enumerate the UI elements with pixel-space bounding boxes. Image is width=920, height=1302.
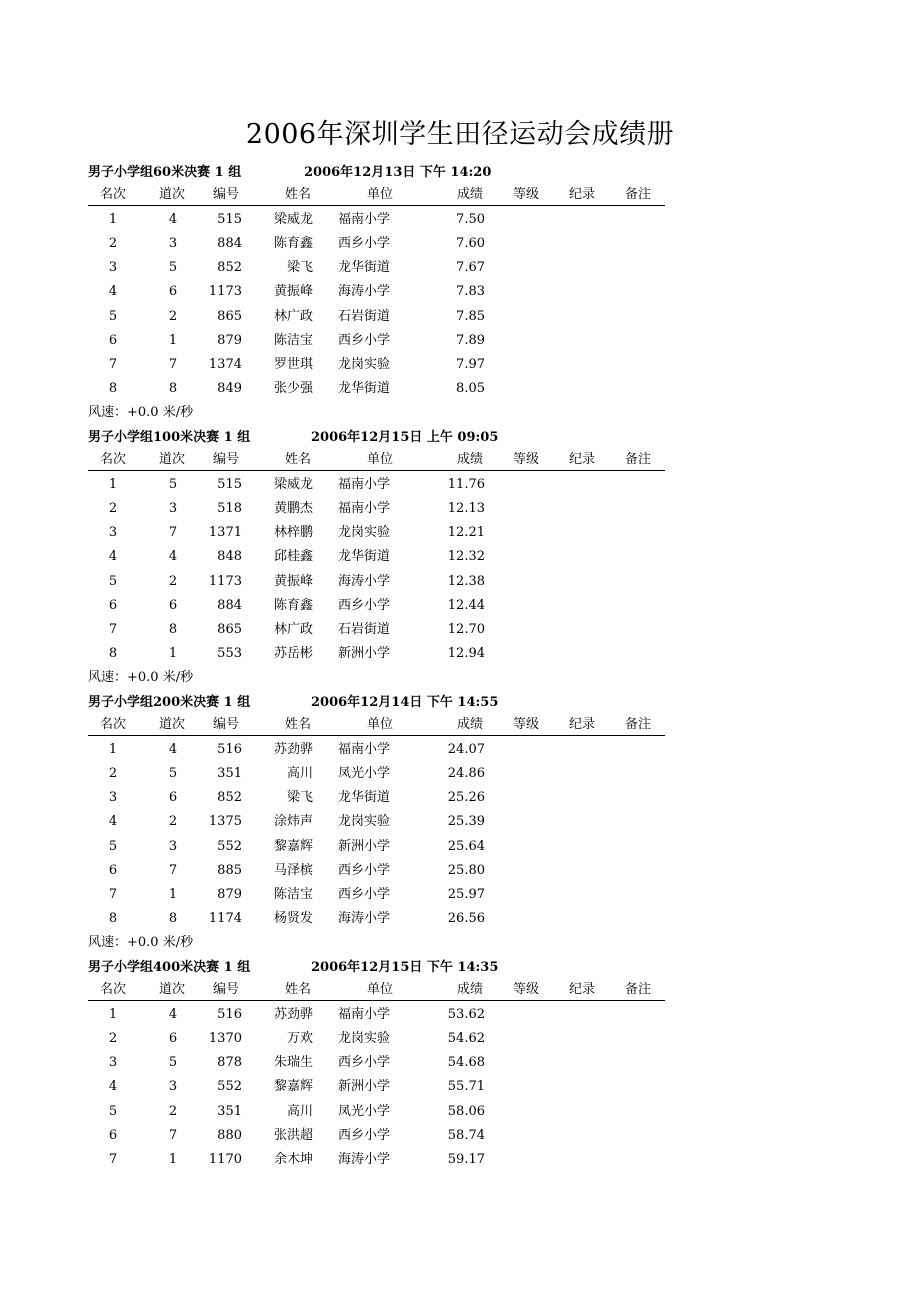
cell-rank: 3 — [108, 525, 118, 541]
column-header-unit: 单位 — [366, 717, 393, 732]
cell-rank: 2 — [108, 766, 118, 782]
cell-unit: 西乡小学 — [338, 236, 391, 252]
table-row — [88, 1150, 665, 1170]
cell-bib: 884 — [217, 236, 242, 252]
event-section — [88, 428, 688, 688]
cell-bib: 878 — [217, 1055, 242, 1071]
event-name: 男子小学组100米决赛 1 组 — [88, 430, 251, 445]
cell-lane: 5 — [168, 1055, 178, 1071]
cell-name: 张洪超 — [273, 1127, 313, 1143]
cell-bib: 879 — [217, 332, 242, 348]
cell-lane: 5 — [168, 477, 178, 492]
column-header-note: 备注 — [624, 717, 651, 732]
cell-bib: 1371 — [208, 525, 242, 541]
column-header-row — [88, 185, 665, 206]
cell-rank: 1 — [108, 742, 118, 757]
cell-rank: 7 — [108, 621, 118, 637]
table-row — [88, 764, 665, 784]
table-row — [88, 475, 665, 495]
column-header-rank: 名次 — [99, 187, 126, 202]
cell-rank: 5 — [108, 838, 118, 854]
cell-lane: 1 — [168, 886, 178, 902]
event-header — [88, 693, 499, 713]
cell-name: 黄鹏杰 — [273, 501, 313, 517]
cell-rank: 3 — [108, 260, 118, 276]
column-header-row — [88, 715, 665, 736]
table-row — [88, 1029, 665, 1049]
column-header-grade: 等级 — [512, 982, 539, 997]
cell-name: 苏劲骅 — [273, 742, 313, 757]
event-name: 男子小学组400米决赛 1 组 — [88, 960, 251, 975]
cell-bib: 865 — [217, 308, 242, 324]
cell-lane: 7 — [168, 1127, 178, 1143]
cell-bib: 849 — [217, 381, 242, 397]
cell-bib: 884 — [217, 597, 242, 613]
cell-result: 53.62 — [447, 1007, 485, 1022]
column-header-row — [88, 980, 665, 1001]
cell-bib: 852 — [217, 260, 242, 276]
column-header-note: 备注 — [624, 452, 651, 467]
cell-unit: 福南小学 — [338, 742, 391, 757]
column-header-result: 成绩 — [456, 982, 483, 997]
cell-name: 苏岳彬 — [273, 646, 313, 662]
cell-result: 26.56 — [447, 911, 485, 927]
cell-name: 余木坤 — [273, 1151, 313, 1167]
event-time: 2006年12月13日 下午 14:20 — [304, 165, 492, 180]
column-header-note: 备注 — [624, 982, 651, 997]
table-row — [88, 523, 665, 543]
cell-rank: 2 — [108, 1031, 118, 1047]
cell-lane: 2 — [168, 573, 178, 589]
cell-bib: 351 — [217, 766, 242, 782]
column-header-result: 成绩 — [456, 452, 483, 467]
cell-lane: 7 — [168, 356, 178, 372]
cell-unit: 龙华街道 — [338, 549, 391, 565]
wind-speed: 风速：+0.0 米/秒 — [88, 935, 194, 951]
table-row — [88, 499, 665, 519]
column-header-rank: 名次 — [99, 717, 126, 732]
column-header-bib: 编号 — [212, 452, 239, 467]
event-section — [88, 693, 688, 953]
event-time: 2006年12月14日 下午 14:55 — [311, 695, 499, 710]
cell-rank: 8 — [108, 911, 118, 927]
cell-name: 张少强 — [273, 381, 313, 397]
column-header-lane: 道次 — [158, 717, 185, 732]
cell-bib: 852 — [217, 790, 242, 806]
cell-bib: 553 — [217, 646, 242, 662]
cell-name: 梁威龙 — [273, 212, 313, 227]
cell-result: 8.05 — [456, 381, 485, 397]
cell-bib: 885 — [217, 862, 242, 878]
table-row — [88, 596, 665, 616]
cell-rank: 2 — [108, 501, 118, 517]
column-header-bib: 编号 — [212, 717, 239, 732]
cell-name: 邱桂鑫 — [273, 549, 313, 565]
cell-rank: 8 — [108, 646, 118, 662]
table-row — [88, 620, 665, 640]
cell-lane: 3 — [168, 236, 178, 252]
cell-name: 梁飞 — [286, 260, 313, 276]
column-header-name: 姓名 — [284, 982, 311, 997]
column-header-bib: 编号 — [212, 187, 239, 202]
cell-name: 陈洁宝 — [273, 886, 313, 902]
cell-unit: 龙岗实验 — [338, 1031, 391, 1047]
column-header-record: 纪录 — [568, 187, 595, 202]
table-row — [88, 282, 665, 302]
cell-name: 梁飞 — [286, 790, 313, 806]
cell-unit: 福南小学 — [338, 1007, 391, 1022]
cell-result: 7.50 — [456, 212, 485, 227]
cell-result: 24.86 — [447, 766, 485, 782]
cell-unit: 海涛小学 — [338, 284, 391, 300]
cell-result: 55.71 — [447, 1079, 485, 1095]
cell-lane: 2 — [168, 1103, 178, 1119]
cell-bib: 1173 — [208, 284, 242, 300]
cell-bib: 880 — [217, 1127, 242, 1143]
cell-name: 黄振峰 — [273, 573, 313, 589]
cell-rank: 7 — [108, 1151, 118, 1167]
cell-name: 罗世琪 — [273, 356, 313, 372]
cell-unit: 新洲小学 — [338, 646, 391, 662]
cell-name: 朱瑞生 — [273, 1055, 313, 1071]
column-header-result: 成绩 — [456, 717, 483, 732]
table-row — [88, 1126, 665, 1146]
cell-name: 黎嘉辉 — [273, 838, 313, 854]
column-header-name: 姓名 — [284, 187, 311, 202]
cell-result: 12.44 — [447, 597, 485, 613]
table-row — [88, 379, 665, 399]
cell-result: 7.89 — [456, 332, 485, 348]
cell-result: 12.38 — [447, 573, 485, 589]
cell-result: 25.80 — [447, 862, 485, 878]
cell-lane: 6 — [168, 597, 178, 613]
cell-unit: 龙岗实验 — [338, 814, 391, 830]
table-row — [88, 1077, 665, 1097]
cell-lane: 8 — [168, 911, 178, 927]
column-header-rank: 名次 — [99, 452, 126, 467]
cell-bib: 552 — [217, 838, 242, 854]
cell-unit: 石岩街道 — [338, 621, 391, 637]
cell-unit: 龙华街道 — [338, 381, 391, 397]
cell-lane: 1 — [168, 1151, 178, 1167]
cell-rank: 1 — [108, 1007, 118, 1022]
table-row — [88, 1102, 665, 1122]
cell-unit: 西乡小学 — [338, 886, 391, 902]
cell-name: 高川 — [286, 766, 313, 782]
cell-unit: 西乡小学 — [338, 597, 391, 613]
cell-lane: 7 — [168, 525, 178, 541]
cell-lane: 4 — [168, 742, 178, 757]
cell-unit: 新洲小学 — [338, 838, 391, 854]
cell-bib: 518 — [217, 501, 242, 517]
column-header-name: 姓名 — [284, 717, 311, 732]
cell-result: 59.17 — [447, 1151, 485, 1167]
cell-rank: 8 — [108, 381, 118, 397]
cell-lane: 1 — [168, 646, 178, 662]
cell-result: 12.21 — [447, 525, 485, 541]
cell-lane: 4 — [168, 1007, 178, 1022]
cell-lane: 6 — [168, 284, 178, 300]
cell-result: 7.97 — [456, 356, 485, 372]
cell-result: 54.62 — [447, 1031, 485, 1047]
cell-name: 陈洁宝 — [273, 332, 313, 348]
table-row — [88, 355, 665, 375]
cell-name: 高川 — [286, 1103, 313, 1119]
cell-result: 25.39 — [447, 814, 485, 830]
cell-rank: 5 — [108, 573, 118, 589]
event-name: 男子小学组60米决赛 1 组 — [88, 165, 242, 180]
column-header-unit: 单位 — [366, 187, 393, 202]
cell-result: 7.67 — [456, 260, 485, 276]
column-header-row — [88, 450, 665, 471]
cell-lane: 5 — [168, 260, 178, 276]
cell-lane: 3 — [168, 1079, 178, 1095]
column-header-record: 纪录 — [568, 452, 595, 467]
cell-name: 万欢 — [286, 1031, 313, 1047]
column-header-record: 纪录 — [568, 982, 595, 997]
column-header-name: 姓名 — [284, 452, 311, 467]
column-header-grade: 等级 — [512, 187, 539, 202]
column-header-note: 备注 — [624, 187, 651, 202]
cell-lane: 6 — [168, 1031, 178, 1047]
cell-result: 7.83 — [456, 284, 485, 300]
table-row — [88, 1005, 665, 1025]
cell-unit: 海涛小学 — [338, 573, 391, 589]
table-row — [88, 331, 665, 351]
cell-unit: 西乡小学 — [338, 332, 391, 348]
table-row — [88, 307, 665, 327]
cell-rank: 7 — [108, 356, 118, 372]
table-row — [88, 812, 665, 832]
cell-unit: 龙岗实验 — [338, 525, 391, 541]
cell-rank: 4 — [108, 284, 118, 300]
cell-result: 7.60 — [456, 236, 485, 252]
table-row — [88, 234, 665, 254]
cell-bib: 1375 — [208, 814, 242, 830]
cell-lane: 8 — [168, 381, 178, 397]
cell-bib: 1170 — [208, 1151, 242, 1167]
column-header-result: 成绩 — [456, 187, 483, 202]
cell-bib: 1374 — [208, 356, 242, 372]
cell-name: 梁威龙 — [273, 477, 313, 492]
cell-bib: 351 — [217, 1103, 242, 1119]
cell-unit: 海涛小学 — [338, 1151, 391, 1167]
cell-unit: 福南小学 — [338, 501, 391, 517]
cell-rank: 5 — [108, 308, 118, 324]
event-header — [88, 163, 492, 183]
cell-name: 杨贤发 — [273, 911, 313, 927]
column-header-rank: 名次 — [99, 982, 126, 997]
cell-result: 12.94 — [447, 646, 485, 662]
cell-bib: 848 — [217, 549, 242, 565]
column-header-lane: 道次 — [158, 982, 185, 997]
cell-bib: 516 — [217, 1007, 242, 1022]
cell-lane: 2 — [168, 308, 178, 324]
cell-name: 陈育鑫 — [273, 236, 313, 252]
column-header-bib: 编号 — [212, 982, 239, 997]
wind-speed: 风速：+0.0 米/秒 — [88, 405, 194, 421]
cell-bib: 1174 — [208, 911, 242, 927]
cell-unit: 龙华街道 — [338, 790, 391, 806]
cell-name: 苏劲骅 — [273, 1007, 313, 1022]
column-header-record: 纪录 — [568, 717, 595, 732]
cell-result: 58.74 — [447, 1127, 485, 1143]
event-section — [88, 163, 688, 423]
table-row — [88, 547, 665, 567]
event-header — [88, 958, 499, 978]
cell-unit: 新洲小学 — [338, 1079, 391, 1095]
table-row — [88, 861, 665, 881]
column-header-grade: 等级 — [512, 717, 539, 732]
table-row — [88, 837, 665, 857]
event-name: 男子小学组200米决赛 1 组 — [88, 695, 251, 710]
cell-rank: 6 — [108, 597, 118, 613]
cell-rank: 4 — [108, 549, 118, 565]
event-time: 2006年12月15日 下午 14:35 — [311, 960, 499, 975]
cell-lane: 4 — [168, 212, 178, 227]
column-header-unit: 单位 — [366, 452, 393, 467]
column-header-grade: 等级 — [512, 452, 539, 467]
cell-rank: 2 — [108, 236, 118, 252]
cell-unit: 龙华街道 — [338, 260, 391, 276]
cell-bib: 865 — [217, 621, 242, 637]
cell-rank: 6 — [108, 332, 118, 348]
cell-bib: 1370 — [208, 1031, 242, 1047]
cell-unit: 西乡小学 — [338, 1055, 391, 1071]
wind-speed: 风速：+0.0 米/秒 — [88, 670, 194, 686]
column-header-unit: 单位 — [366, 982, 393, 997]
cell-rank: 4 — [108, 814, 118, 830]
cell-lane: 7 — [168, 862, 178, 878]
cell-result: 12.13 — [447, 501, 485, 517]
table-row — [88, 644, 665, 664]
cell-result: 12.32 — [447, 549, 485, 565]
cell-rank: 5 — [108, 1103, 118, 1119]
table-row — [88, 885, 665, 905]
column-header-lane: 道次 — [158, 187, 185, 202]
cell-unit: 西乡小学 — [338, 1127, 391, 1143]
cell-bib: 552 — [217, 1079, 242, 1095]
cell-result: 7.85 — [456, 308, 485, 324]
cell-rank: 6 — [108, 1127, 118, 1143]
event-section — [88, 958, 688, 1218]
cell-bib: 515 — [217, 212, 242, 227]
cell-unit: 西乡小学 — [338, 862, 391, 878]
cell-lane: 3 — [168, 501, 178, 517]
cell-result: 58.06 — [447, 1103, 485, 1119]
cell-name: 林广政 — [273, 621, 313, 637]
cell-name: 马泽槟 — [273, 862, 313, 878]
cell-bib: 515 — [217, 477, 242, 492]
cell-result: 25.26 — [447, 790, 485, 806]
cell-unit: 石岩街道 — [338, 308, 391, 324]
table-row — [88, 788, 665, 808]
cell-bib: 516 — [217, 742, 242, 757]
cell-lane: 2 — [168, 814, 178, 830]
cell-rank: 3 — [108, 1055, 118, 1071]
cell-unit: 凤光小学 — [338, 1103, 391, 1119]
cell-unit: 海涛小学 — [338, 911, 391, 927]
table-row — [88, 909, 665, 929]
cell-lane: 1 — [168, 332, 178, 348]
cell-rank: 6 — [108, 862, 118, 878]
cell-result: 24.07 — [447, 742, 485, 757]
cell-name: 林广政 — [273, 308, 313, 324]
cell-name: 黄振峰 — [273, 284, 313, 300]
cell-result: 54.68 — [447, 1055, 485, 1071]
event-time: 2006年12月15日 上午 09:05 — [311, 430, 499, 445]
cell-rank: 4 — [108, 1079, 118, 1095]
cell-lane: 3 — [168, 838, 178, 854]
event-header — [88, 428, 499, 448]
cell-unit: 凤光小学 — [338, 766, 391, 782]
cell-lane: 6 — [168, 790, 178, 806]
cell-unit: 福南小学 — [338, 477, 391, 492]
cell-result: 11.76 — [447, 477, 485, 492]
cell-name: 涂炜声 — [273, 814, 313, 830]
table-row — [88, 210, 665, 230]
cell-unit: 福南小学 — [338, 212, 391, 227]
cell-name: 陈育鑫 — [273, 597, 313, 613]
cell-result: 25.97 — [447, 886, 485, 902]
cell-name: 林梓鹏 — [273, 525, 313, 541]
cell-rank: 3 — [108, 790, 118, 806]
cell-bib: 879 — [217, 886, 242, 902]
table-row — [88, 740, 665, 760]
cell-lane: 8 — [168, 621, 178, 637]
column-header-lane: 道次 — [158, 452, 185, 467]
cell-lane: 5 — [168, 766, 178, 782]
cell-rank: 1 — [108, 212, 118, 227]
cell-rank: 1 — [108, 477, 118, 492]
cell-rank: 7 — [108, 886, 118, 902]
cell-name: 黎嘉辉 — [273, 1079, 313, 1095]
cell-unit: 龙岗实验 — [338, 356, 391, 372]
cell-result: 12.70 — [447, 621, 485, 637]
cell-bib: 1173 — [208, 573, 242, 589]
cell-result: 25.64 — [447, 838, 485, 854]
cell-lane: 4 — [168, 549, 178, 565]
table-row — [88, 258, 665, 278]
table-row — [88, 1053, 665, 1073]
page-title: 2006年深圳学生田径运动会成绩册 — [245, 119, 675, 150]
table-row — [88, 572, 665, 592]
